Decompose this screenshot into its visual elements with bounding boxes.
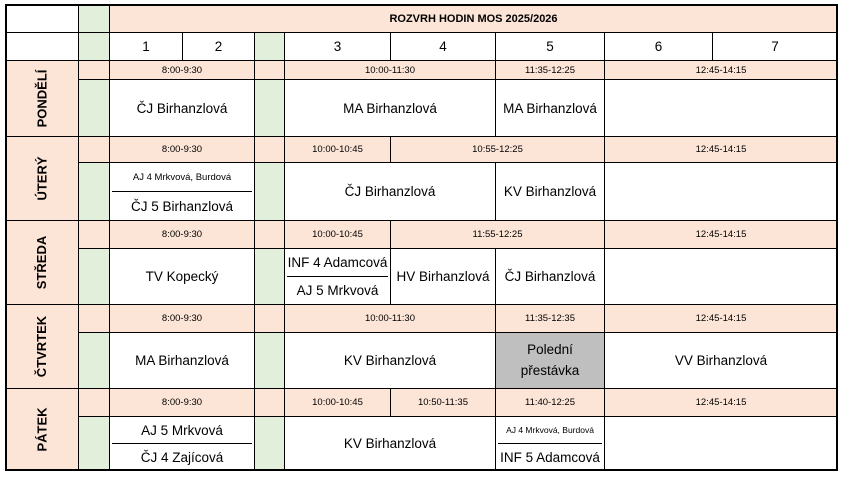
break-column-header xyxy=(78,4,110,33)
split-lesson-cell xyxy=(495,416,605,471)
break-column xyxy=(78,416,110,471)
lesson-group-a: AJ 4 Mrkvová, Burdová xyxy=(112,163,252,192)
time-slot: 10:00-10:45 xyxy=(284,136,391,163)
time-slot: 10:00-10:45 xyxy=(284,388,391,417)
time-slot: 12:45-14:15 xyxy=(604,388,838,417)
lesson-cell: ČJ Birhanzlová xyxy=(495,248,605,305)
time-slot: 8:00-9:30 xyxy=(109,304,255,333)
time-row-break xyxy=(254,220,285,249)
lesson-cell xyxy=(604,416,838,471)
lesson-cell xyxy=(604,162,838,221)
lesson-group-a: AJ 5 Mrkvová xyxy=(112,417,252,444)
break-column xyxy=(78,162,110,221)
lesson-cell: KV Birhanzlová xyxy=(284,416,496,471)
time-row-break xyxy=(254,388,285,417)
break-column xyxy=(78,248,110,305)
time-row-break xyxy=(78,388,110,417)
time-row-break xyxy=(78,304,110,333)
time-row-break xyxy=(254,60,285,80)
lesson-cell: KV Birhanzlová xyxy=(495,162,605,221)
lesson-cell: KV Birhanzlová xyxy=(284,332,496,389)
split-lesson-cell xyxy=(284,248,391,305)
period-number: 7 xyxy=(712,32,838,61)
time-slot: 11:40-12:25 xyxy=(495,388,605,417)
break-column xyxy=(254,79,285,137)
timetable-title: ROZVRH HODIN MOS 2025/2026 xyxy=(109,4,838,33)
break-column-header-2 xyxy=(78,32,110,61)
corner-cell-2 xyxy=(5,32,79,61)
lesson-cell: HV Birhanzlová xyxy=(390,248,496,305)
time-slot: 8:00-9:30 xyxy=(109,136,255,163)
time-slot: 10:55-12:25 xyxy=(390,136,605,163)
time-slot: 10:00-11:30 xyxy=(284,304,496,333)
period-number: 1 xyxy=(109,32,183,61)
time-row-break xyxy=(78,60,110,80)
lesson-cell: ČJ Birhanzlová xyxy=(109,79,255,137)
time-row-break xyxy=(78,136,110,163)
time-slot: 8:00-9:30 xyxy=(109,220,255,249)
time-slot: 10:00-10:45 xyxy=(284,220,391,249)
break-column xyxy=(254,332,285,389)
lesson-group-a: INF 4 Adamcová xyxy=(287,249,388,277)
time-slot: 11:35-12:25 xyxy=(495,60,605,80)
corner-cell xyxy=(5,4,79,33)
break-column xyxy=(254,162,285,221)
lesson-cell: MA Birhanzlová xyxy=(495,79,605,137)
break-column xyxy=(78,79,110,137)
time-slot: 11:55-12:25 xyxy=(390,220,605,249)
lesson-group-b: AJ 5 Mrkvová xyxy=(296,283,379,298)
time-row-break xyxy=(254,304,285,333)
day-label: PÁTEK xyxy=(5,388,79,471)
lesson-cell: ČJ Birhanzlová xyxy=(284,162,496,221)
day-label: STŘEDA xyxy=(5,220,79,305)
lesson-group-b: ČJ 5 Birhanzlová xyxy=(130,198,234,214)
lesson-cell: TV Kopecký xyxy=(109,248,255,305)
time-slot: 10:00-11:30 xyxy=(284,60,496,80)
time-slot: 8:00-9:30 xyxy=(109,60,255,80)
time-slot: 12:45-14:15 xyxy=(604,220,838,249)
split-lesson-cell xyxy=(109,416,255,471)
time-slot: 11:35-12:35 xyxy=(495,304,605,333)
time-row-break xyxy=(78,220,110,249)
time-slot: 8:00-9:30 xyxy=(109,388,255,417)
period-number: 2 xyxy=(182,32,255,61)
break-column xyxy=(254,416,285,471)
break-column xyxy=(254,32,285,61)
lesson-group-b: ČJ 4 Zajícová xyxy=(140,449,224,465)
time-slot: 12:45-14:15 xyxy=(604,136,838,163)
lesson-cell xyxy=(604,79,838,137)
time-slot: 12:45-14:15 xyxy=(604,304,838,333)
period-number: 6 xyxy=(604,32,713,61)
lesson-group-a: AJ 4 Mrkvová, Burdová xyxy=(498,417,602,444)
period-number: 3 xyxy=(284,32,391,61)
lesson-cell: VV Birhanzlová xyxy=(604,332,838,389)
lesson-cell: MA Birhanzlová xyxy=(109,332,255,389)
break-column xyxy=(254,248,285,305)
period-number: 4 xyxy=(390,32,496,61)
lesson-cell xyxy=(604,248,838,305)
time-slot: 12:45-14:15 xyxy=(604,60,838,80)
day-label: ÚTERÝ xyxy=(5,136,79,221)
lunch-break-cell: Polední přestávka xyxy=(495,332,605,389)
period-number: 5 xyxy=(495,32,605,61)
day-label: ČTVRTEK xyxy=(5,304,79,389)
time-slot: 10:50-11:35 xyxy=(390,388,496,417)
break-column xyxy=(78,332,110,389)
lesson-group-b: INF 5 Adamcová xyxy=(500,449,600,465)
split-lesson-cell xyxy=(109,162,255,221)
day-label: PONDĚLÍ xyxy=(5,60,79,137)
lesson-cell: MA Birhanzlová xyxy=(284,79,496,137)
time-row-break xyxy=(254,136,285,163)
